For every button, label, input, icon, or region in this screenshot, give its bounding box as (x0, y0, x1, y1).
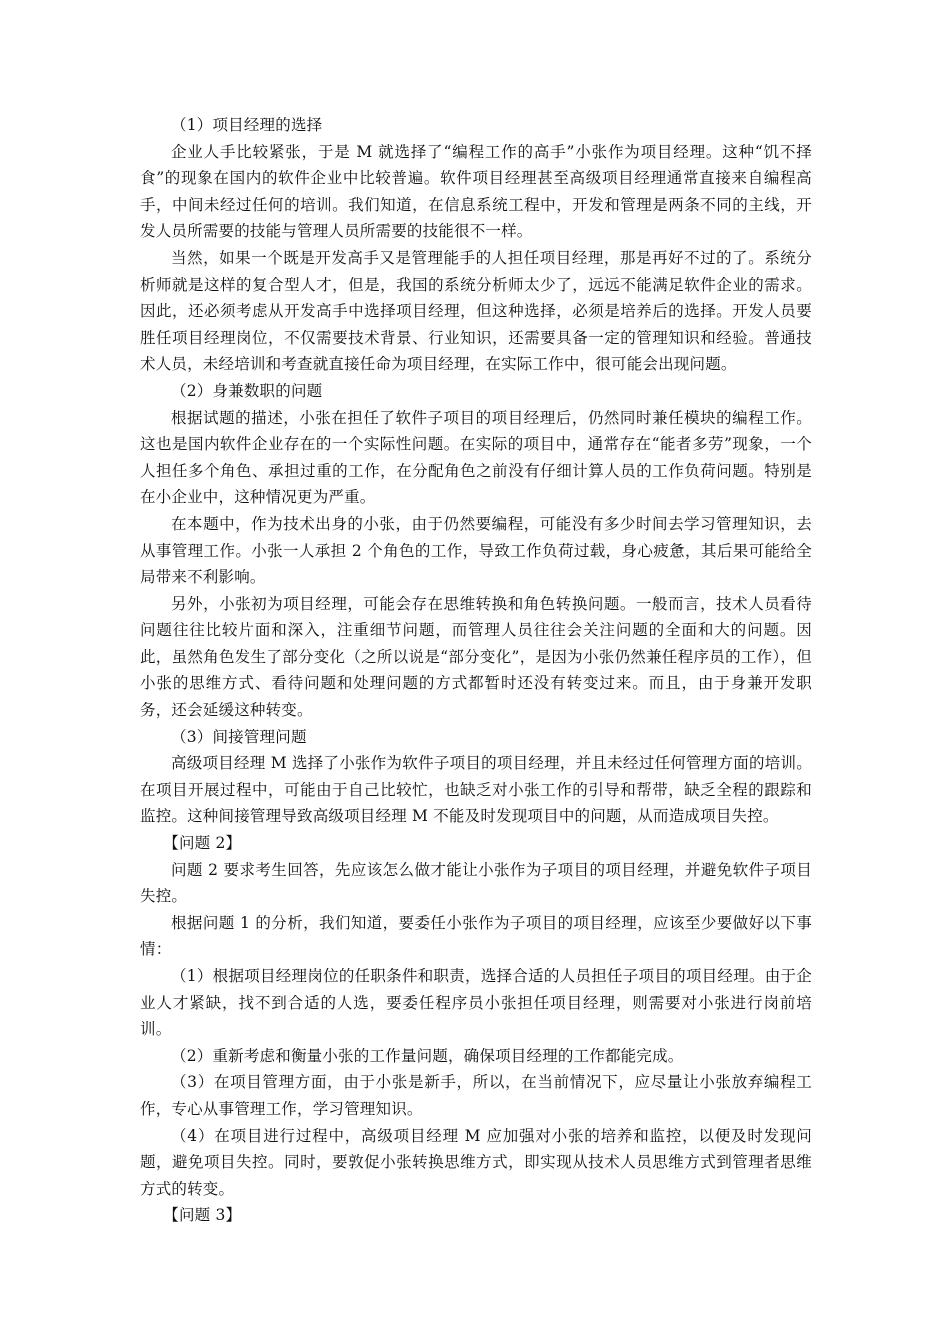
paragraph: 当然，如果一个既是开发高手又是管理能手的人担任项目经理，那是再好不过的了。系统分析师就是这样的复合型人才，但是，我国的系统分析师太少了，远远不能满足软件企业的需求。因此，还必须考虑从开发高手中选择项目经理，但这种选择，必须是培养后的选择。开发人员要胜任项目经理岗位，不仅需要技术背景、行业知识，还需要具备一定的管理知识和经验。普通技术人员，未经培训和考查就直接任命为项目经理，在实际工作中，很可能会出现问题。 (140, 248, 812, 374)
section-heading-multiple-roles: （2）身兼数职的问题 (171, 381, 323, 400)
list-item: （2）重新考虑和衡量小张的工作量问题，确保项目经理的工作都能完成。 (171, 1046, 684, 1065)
list-item: （4）在项目进行过程中，高级项目经理 M 应加强对小张的培养和监控，以便及时发现问题，避免项目失控。同时，要敦促小张转换思维方式，即实现从技术人员思维方式到管理者思维方式的转变。 (140, 1126, 812, 1198)
section-heading-indirect-management: （3）间接管理问题 (171, 727, 307, 746)
section-heading-project-manager-selection: （1）项目经理的选择 (171, 116, 323, 134)
list-item: （3）在项目管理方面，由于小张是新手，所以，在当前情况下，应尽量让小张放弃编程工作，专心从事管理工作，学习管理知识。 (140, 1073, 812, 1118)
paragraph: 根据试题的描述，小张在担任了软件子项目的项目经理后，仍然同时兼任模块的编程工作。这也是国内软件企业存在的一个实际性问题。在实际的项目中，通常存在“能者多劳”现象，一个人担任多个角色、承担过重的工作，在分配角色之前没有仔细计算人员的工作负荷问题。特别是在小企业中，这种情况更为严重。 (140, 408, 812, 507)
paragraph: 另外，小张初为项目经理，可能会存在思维转换和角色转换问题。一般而言，技术人员看待问题往往比较片面和深入，注重细节问题，而管理人员往往会关注问题的全面和大的问题。因此，虽然角色发生了部分变化（之所以说是“部分变化”，是因为小张仍然兼任程序员的工作），但小张的思维方式、看待问题和处理问题的方式都暂时还没有转变过来。而且，由于身兼开发职务，还会延缓这种转变。 (140, 594, 812, 720)
paragraph: 问题 2 要求考生回答，先应该怎么做才能让小张作为子项目的项目经理，并避免软件子项目失控。 (140, 860, 812, 906)
list-item: （1）根据项目经理岗位的任职条件和职责，选择合适的人员担任子项目的项目经理。由于企业人才紧缺，找不到合适的人选，要委任程序员小张担任项目经理，则需要对小张进行岗前培训。 (140, 967, 812, 1039)
paragraph: 在本题中，作为技术出身的小张，由于仍然要编程，可能没有多少时间去学习管理知识，去从事管理工作。小张一人承担 2 个角色的工作，导致工作负荷过载，身心疲惫，其后果可能给全局带来不利影响。 (140, 514, 812, 587)
paragraph: 根据问题 1 的分析，我们知道，要委任小张作为子项目的项目经理，应该至少要做好以下事情： (140, 913, 812, 959)
question-heading-2: 【问题 2】 (163, 834, 242, 853)
paragraph: 企业人手比较紧张，于是 M 就选择了“编程工作的高手”小张作为项目经理。这种“饥不择食”的现象在国内的软件企业中比较普遍。软件项目经理甚至高级项目经理通常直接来自编程高手，中间未经过任何的培训。我们知道，在信息系统工程中，开发和管理是两条不同的主线，开发人员所需要的技能与管理人员所需要的技能很不一样。 (140, 142, 812, 241)
document-page (140, 112, 812, 1229)
paragraph: 高级项目经理 M 选择了小张作为软件子项目的项目经理，并且未经过任何管理方面的培训。在项目开展过程中，可能由于自己比较忙，也缺乏对小张工作的引导和帮带，缺乏全程的跟踪和监控。这种间接管理导致高级项目经理 M 不能及时发现项目中的问题，从而造成项目失控。 (140, 754, 812, 826)
question-heading-3: 【问题 3】 (163, 1206, 242, 1225)
